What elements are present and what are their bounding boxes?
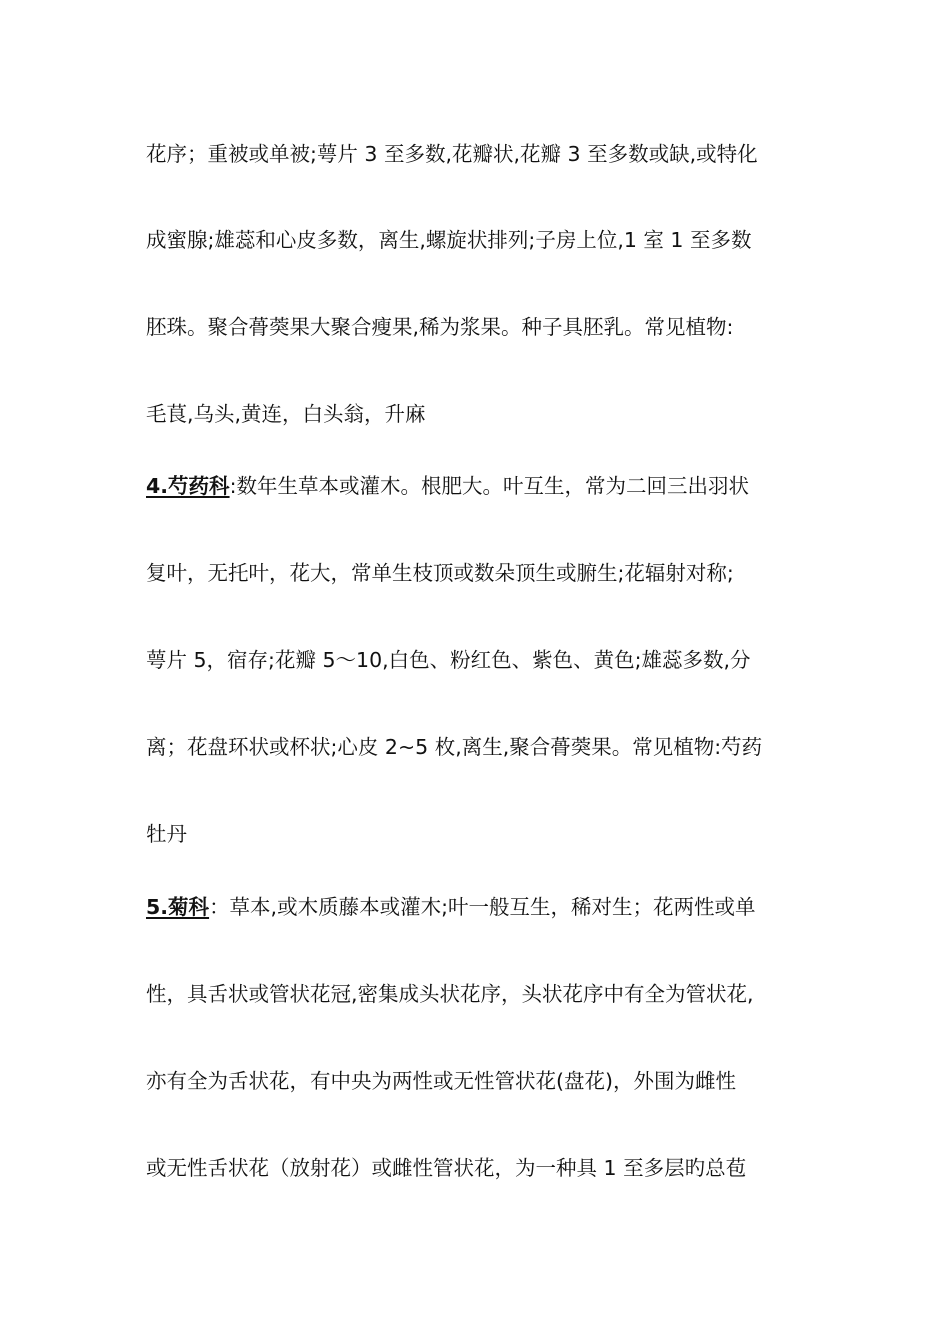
section-first-line bbox=[146, 472, 816, 500]
paragraph-line: 成蜜腺;雄蕊和心皮多数，离生,螺旋状排列;子房上位,1 室 1 至多数 bbox=[146, 228, 752, 252]
section-heading: 4.芍药科 bbox=[146, 474, 230, 498]
paragraph-line: 胚珠。聚合蓇葖果大聚合瘦果,稀为浆果。种子具胚乳。常见植物: bbox=[146, 315, 734, 339]
paragraph-line: 性，具舌状或管状花冠,密集成头状花序，头状花序中有全为管状花, bbox=[146, 982, 754, 1006]
paragraph-line: 或无性舌状花（放射花）或雌性管状花，为一种具 1 至多层旳总苞 bbox=[146, 1156, 747, 1180]
paragraph-line: 萼片 5，宿存;花瓣 5～10,白色、粉红色、紫色、黄色;雄蕊多数,分 bbox=[146, 648, 751, 672]
section-text: :数年生草本或灌木。根肥大。叶互生，常为二回三出羽状 bbox=[229, 474, 749, 498]
paragraph-line: 花序；重被或单被;萼片 3 至多数,花瓣状,花瓣 3 至多数或缺,或特化 bbox=[146, 142, 758, 166]
paragraph-line: 牡丹 bbox=[146, 822, 187, 846]
paragraph-line: 亦有全为舌状花，有中央为两性或无性管状花(盘花)，外围为雌性 bbox=[146, 1069, 736, 1093]
section-text: ：草本,或木质藤本或灌木;叶一般互生，稀对生；花两性或单 bbox=[209, 895, 756, 919]
paragraph-line: 复叶，无托叶，花大，常单生枝顶或数朵顶生或腑生;花辐射对称; bbox=[146, 561, 734, 585]
section-first-line bbox=[146, 893, 816, 921]
section-heading: 5.菊科 bbox=[146, 895, 210, 919]
paragraph-line: 毛茛,乌头,黄连，白头翁，升麻 bbox=[146, 402, 426, 426]
paragraph-line: 离；花盘环状或杯状;心皮 2~5 枚,离生,聚合蓇葖果。常见植物:芍药 bbox=[146, 735, 763, 759]
